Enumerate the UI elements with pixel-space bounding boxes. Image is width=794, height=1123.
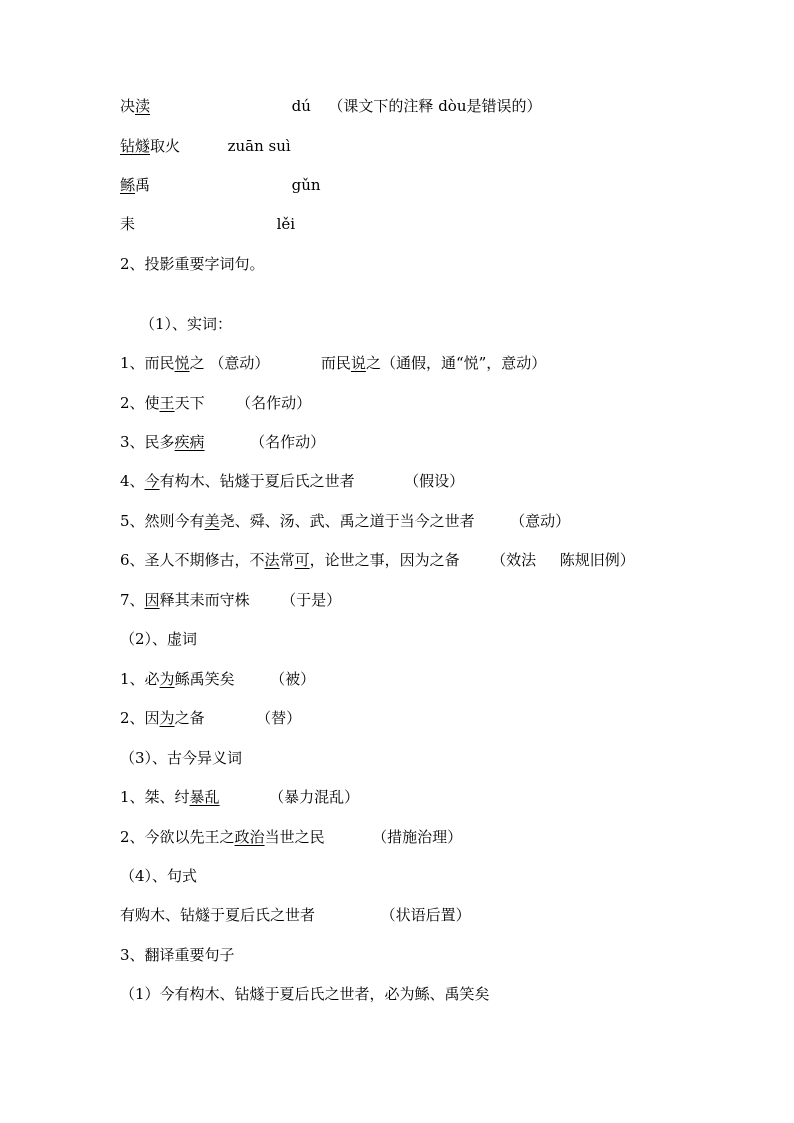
- text: 1、而民: [120, 354, 175, 372]
- underlined-word: 说: [350, 354, 366, 372]
- pron-line-1: [120, 96, 542, 116]
- text: 鲧禹笑矣: [174, 670, 235, 688]
- pron-word: 禹: [135, 176, 151, 194]
- underlined-word: 悦: [174, 354, 190, 372]
- underlined-word: 因: [144, 591, 160, 609]
- text: 之（通假，通“悦”，意动）: [365, 354, 547, 372]
- annotation: （名作动）: [236, 394, 312, 412]
- text: ，论世之事，因为之备: [309, 551, 460, 569]
- pron-word-underlined: 渎: [135, 97, 151, 115]
- pron-word: 决: [120, 97, 136, 115]
- annotation: （替）: [256, 709, 302, 727]
- underlined-word: 为: [159, 709, 175, 727]
- text: 尧、舜、汤、武、禹之道于当今之世者: [219, 512, 475, 530]
- text: 之 （意动）: [189, 354, 270, 372]
- pinyin: zuān suì: [227, 137, 291, 155]
- text: 1、桀、纣: [120, 788, 190, 806]
- annotation: （措施治理）: [372, 828, 463, 846]
- annotation: （状语后置）: [380, 906, 471, 924]
- underlined-word: 政治: [234, 828, 265, 846]
- text: 2、今欲以先王之: [120, 828, 235, 846]
- annotation: （于是）: [281, 591, 342, 609]
- gujin-title: （3）、古今异义词: [120, 749, 243, 767]
- section-3-item-1: （1）今有构木、钻燧于夏后氏之世者，必为鲧、禹笑矣: [120, 985, 490, 1003]
- pron-word-underlined: 钻燧: [120, 137, 151, 155]
- text: 7、: [120, 591, 145, 609]
- text: 5、然则今有: [120, 512, 205, 530]
- text: 之备: [174, 709, 205, 727]
- text: 3、民多: [120, 433, 175, 451]
- text: 2、使: [120, 394, 160, 412]
- text: 天下: [174, 394, 205, 412]
- annotation: （假设）: [404, 472, 465, 490]
- shici-item-6: [120, 550, 635, 570]
- annotation: （暴力混乱）: [269, 788, 360, 806]
- pinyin: gǔn: [291, 176, 321, 194]
- shici-item-2: [120, 393, 311, 413]
- pron-word-underlined: 鲧: [120, 176, 136, 194]
- annotation: （名作动）: [250, 433, 326, 451]
- shici-item-3: [120, 432, 325, 452]
- pron-note: （课文下的注释 dòu是错误的）: [328, 97, 542, 115]
- shici-item-1: [120, 353, 546, 373]
- text: 4、: [120, 472, 145, 490]
- shici-item-4: [120, 471, 464, 491]
- underlined-word: 为: [159, 670, 175, 688]
- text: 而民: [320, 354, 351, 372]
- text: 6、圣人不期修古，不: [120, 551, 265, 569]
- text: 1、必: [120, 670, 160, 688]
- xuci-title: （2）、虚词: [120, 630, 198, 648]
- section-3-title: 3、翻译重要句子: [120, 946, 235, 964]
- xuci-item-2: [120, 708, 301, 728]
- pron-line-2: [120, 136, 291, 156]
- gujin-item-2: [120, 827, 462, 847]
- underlined-word: 法: [264, 551, 280, 569]
- text: 当世之民: [264, 828, 325, 846]
- text: 释其耒而守株: [159, 591, 250, 609]
- pron-word: 耒: [120, 215, 136, 233]
- shici-item-7: [120, 590, 341, 610]
- underlined-word: 可: [294, 551, 310, 569]
- text: 2、因: [120, 709, 160, 727]
- pinyin: lěi: [276, 215, 296, 233]
- jushi-item: [120, 905, 471, 925]
- annotation: （效法: [491, 551, 537, 569]
- text: 有构木、钻燧于夏后氏之世者: [159, 472, 355, 490]
- section-2-title: 2、投影重要字词句。: [120, 255, 265, 273]
- gujin-item-1: [120, 787, 359, 807]
- pinyin: dú: [291, 97, 311, 115]
- pron-word: 取火: [150, 137, 181, 155]
- annotation: （被）: [270, 670, 316, 688]
- annotation: 陈规旧例）: [559, 551, 635, 569]
- annotation: （意动）: [510, 512, 571, 530]
- jushi-title: （4）、句式: [120, 867, 198, 885]
- underlined-word: 王: [159, 394, 175, 412]
- shici-title: （1）、实词：: [140, 315, 233, 333]
- underlined-word: 疾病: [174, 433, 205, 451]
- pron-line-3: [120, 175, 321, 195]
- shici-item-5: [120, 511, 570, 531]
- underlined-word: 今: [144, 472, 160, 490]
- underlined-word: 暴乱: [189, 788, 220, 806]
- underlined-word: 美: [204, 512, 220, 530]
- xuci-item-1: [120, 669, 315, 689]
- text: 常: [279, 551, 295, 569]
- text: 有购木、钻燧于夏后氏之世者: [120, 906, 316, 924]
- pron-line-4: [120, 214, 295, 234]
